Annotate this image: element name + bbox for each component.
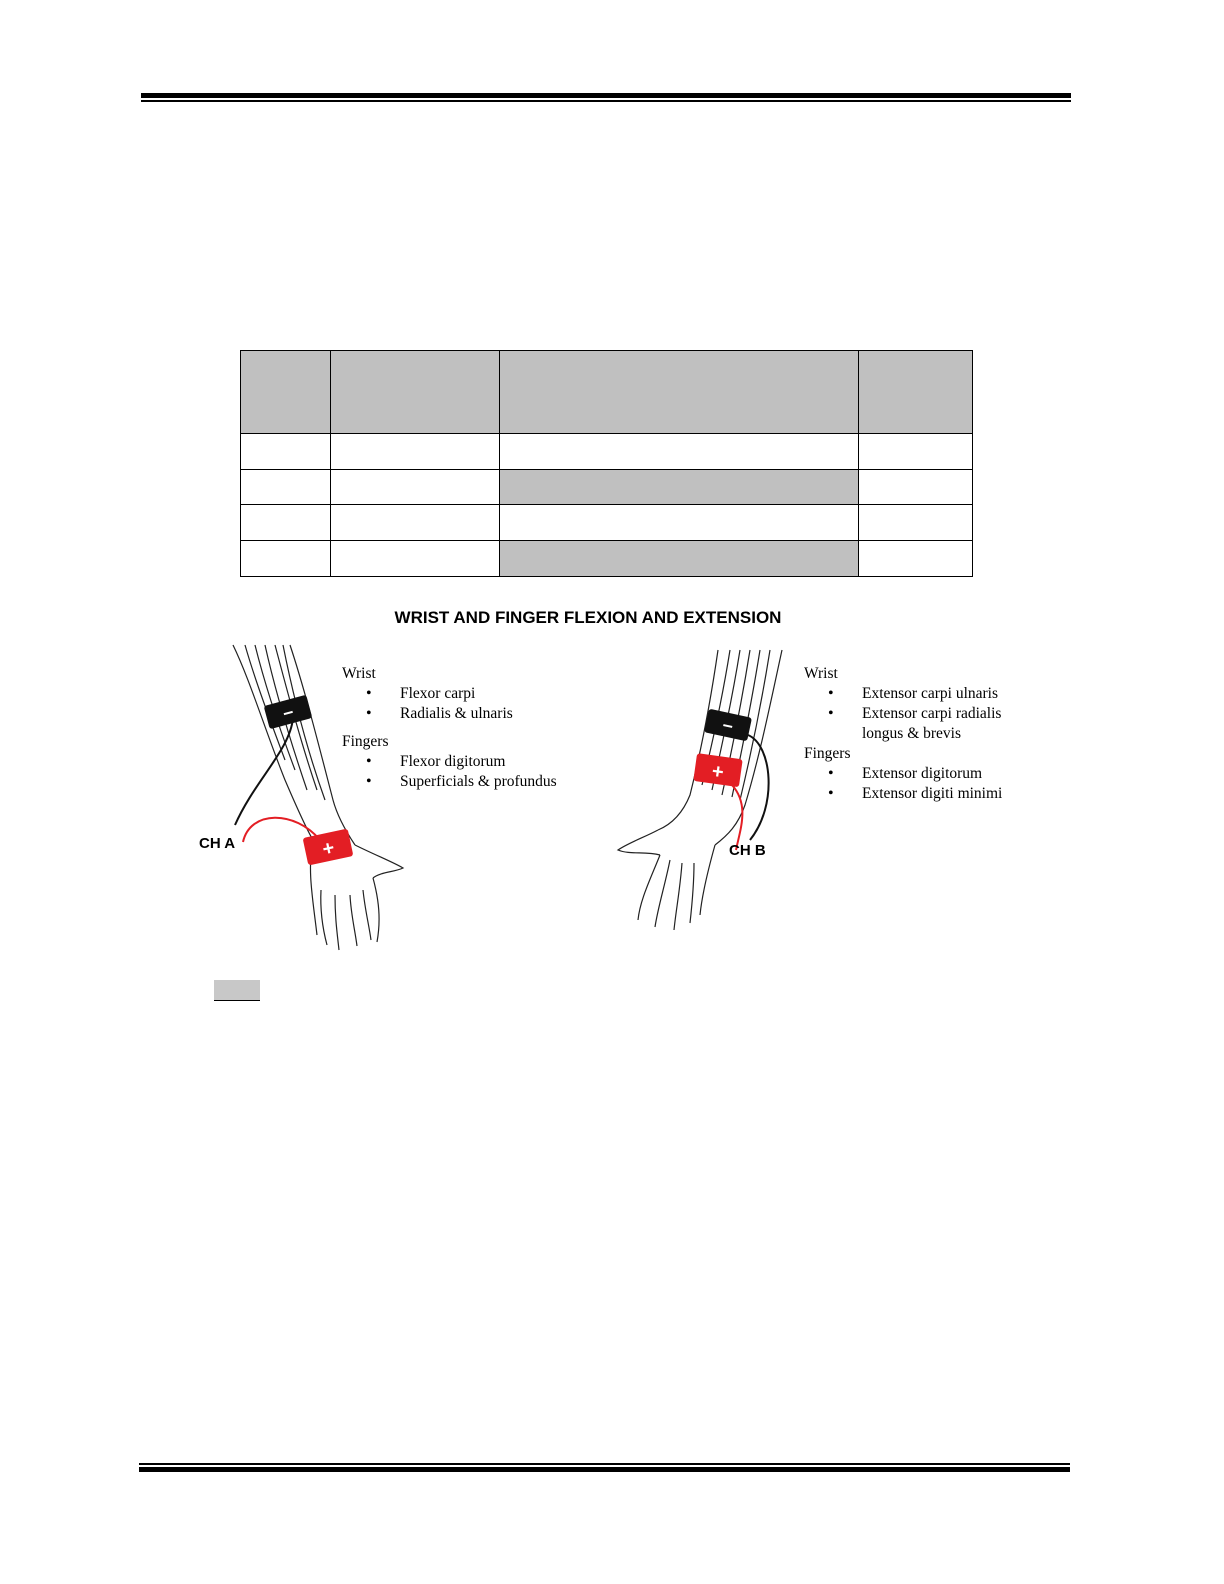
flexion-muscle-list (342, 664, 602, 792)
flexion-wrist-muscle: • Flexor carpi (342, 684, 602, 704)
top-rule-thick (141, 93, 1071, 98)
table-cell (859, 433, 973, 469)
table-row (241, 505, 973, 541)
table-cell (241, 433, 331, 469)
flexion-negative-lead (235, 718, 293, 825)
extension-wrist-muscle-continuation: longus & brevis (862, 725, 962, 742)
bottom-rule-thin (139, 1463, 1070, 1465)
table-header-row (241, 351, 973, 434)
flexion-fingers-heading: Fingers (342, 733, 389, 750)
table-cell (331, 433, 500, 469)
flexion-wrist-muscle: • Radialis & ulnaris (342, 704, 602, 724)
extension-muscle-list (804, 664, 1064, 804)
extension-arm-illustration (610, 645, 810, 940)
channel-a-label: CH A (199, 835, 236, 852)
flexion-finger-muscle: • Superficials & profundus (342, 772, 602, 792)
table-cell (859, 541, 973, 577)
top-rule-thin (141, 100, 1071, 102)
table-cell (241, 469, 331, 505)
table-cell-shaded (500, 541, 859, 577)
positive-sign-icon: + (320, 836, 337, 861)
table-cell (500, 505, 859, 541)
flexion-finger-muscle: • Flexor digitorum (342, 752, 602, 772)
table-cell (331, 469, 500, 505)
extension-wrist-muscle: • Extensor carpi radialis (804, 704, 1064, 724)
table-header-cell (859, 351, 973, 434)
table-header-cell (331, 351, 500, 434)
table-cell (241, 541, 331, 577)
table-cell (331, 505, 500, 541)
table-header-cell (241, 351, 331, 434)
flexion-wrist-heading: Wrist (342, 665, 376, 682)
negative-sign-icon: − (280, 701, 296, 724)
extension-finger-muscle: • Extensor digiti minimi (804, 784, 1064, 804)
shaded-placeholder-box (214, 980, 260, 1001)
table-row (241, 433, 973, 469)
table-cell (859, 505, 973, 541)
table-header-cell (500, 351, 859, 434)
table-cell-shaded (500, 469, 859, 505)
figure-title: WRIST AND FINGER FLEXION AND EXTENSION (394, 608, 782, 627)
channel-b-label: CH B (729, 842, 766, 859)
bottom-rule-thick (139, 1467, 1070, 1472)
table-cell (331, 541, 500, 577)
extension-fingers-heading: Fingers (804, 745, 851, 762)
negative-sign-icon: − (720, 715, 736, 737)
table-cell (859, 469, 973, 505)
positive-sign-icon: + (710, 760, 726, 784)
extension-finger-muscle: • Extensor digitorum (804, 764, 1064, 784)
parameter-table (240, 350, 973, 577)
extension-wrist-heading: Wrist (804, 665, 838, 682)
extension-wrist-muscle: • Extensor carpi ulnaris (804, 684, 1064, 704)
table-cell (500, 433, 859, 469)
table-cell (241, 505, 331, 541)
table-row (241, 541, 973, 577)
table-row (241, 469, 973, 505)
